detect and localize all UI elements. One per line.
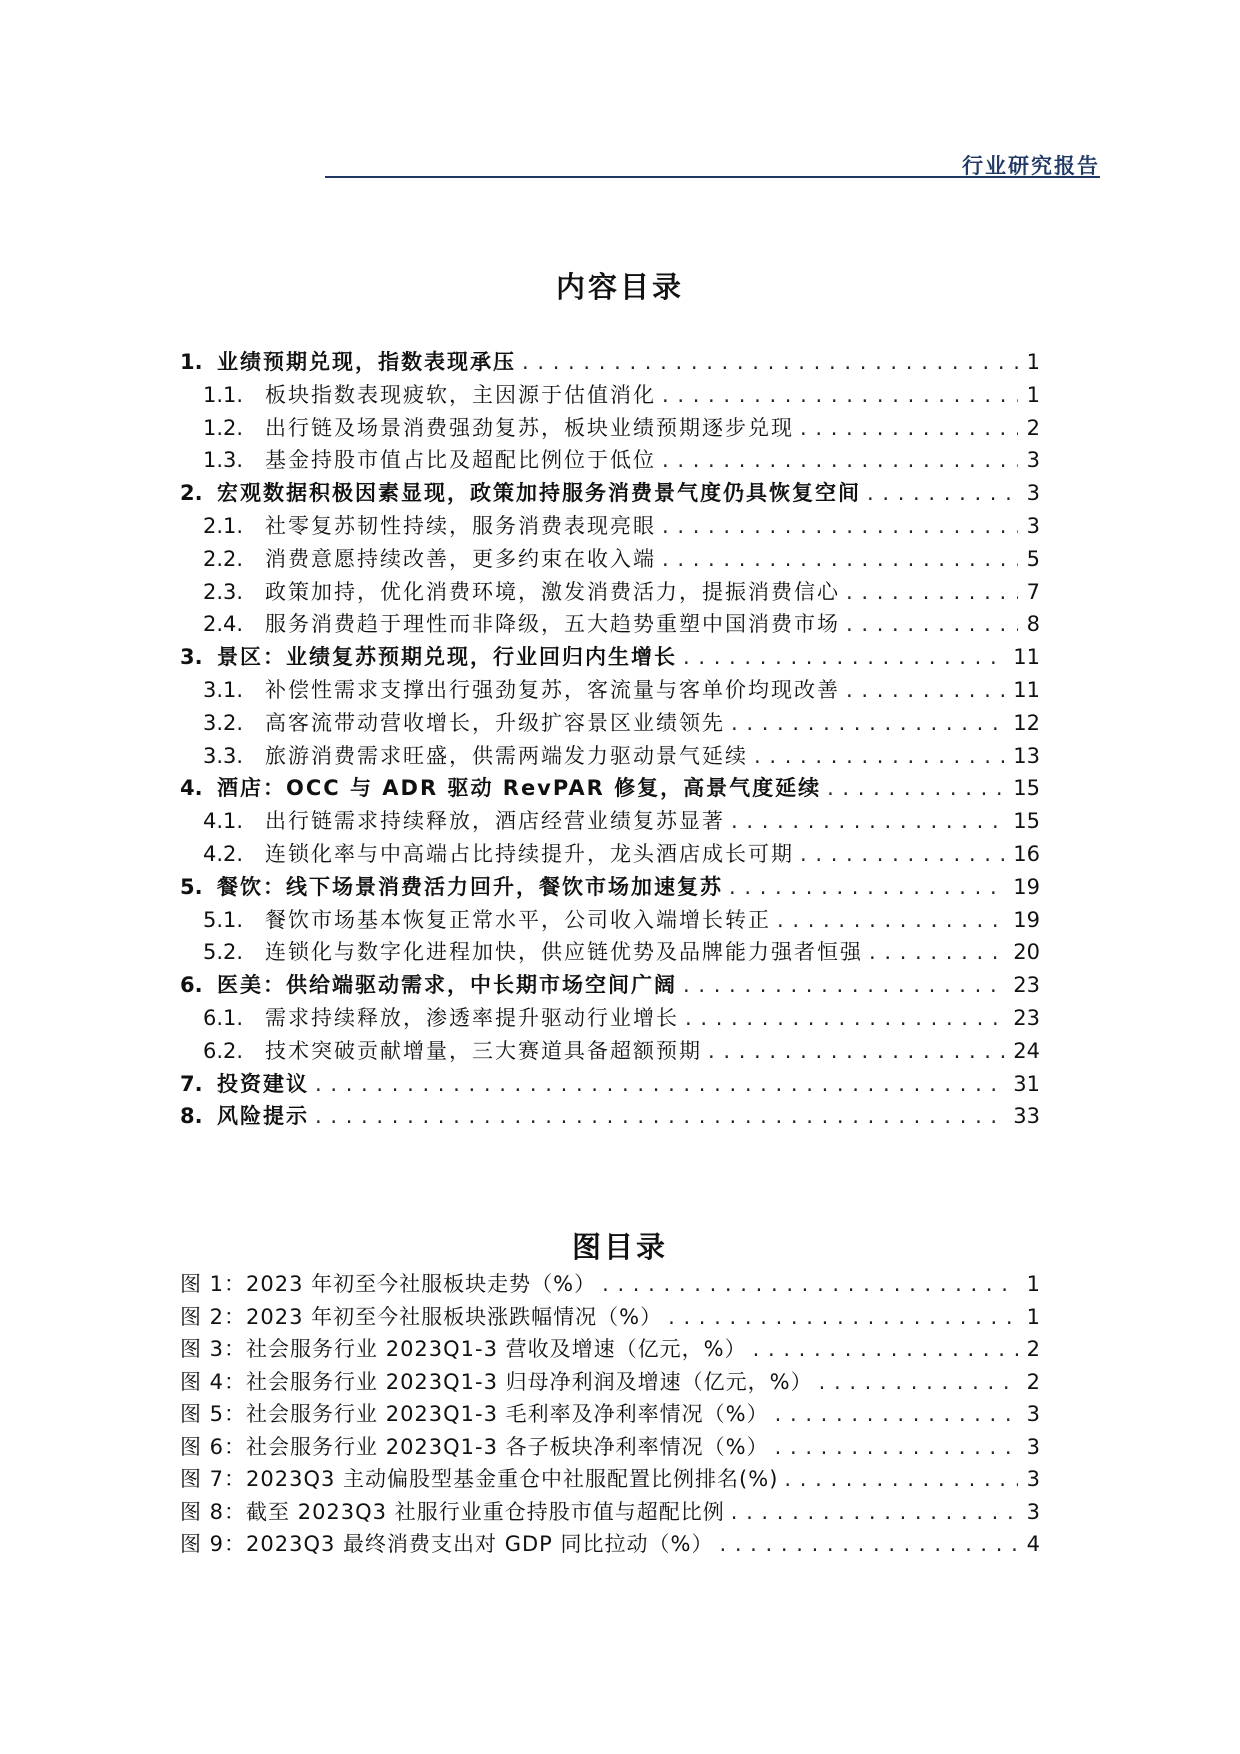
toc-entry-page: 11	[1013, 645, 1040, 670]
toc-entry-page: 2	[1026, 415, 1040, 440]
toc-entry[interactable]	[180, 674, 1040, 707]
toc-entry-title: 餐饮市场基本恢复正常水平，公司收入端增长转正	[265, 907, 771, 932]
figure-entry-title: 图 7：2023Q3 主动偏股型基金重仓中社服配置比例排名(%)	[180, 1467, 779, 1491]
toc-leader-dots	[683, 969, 1007, 1002]
toc-entry-number: 6.1.	[203, 1005, 244, 1030]
toc-entry[interactable]	[180, 871, 1040, 904]
toc-entry-title: 消费意愿持续改善，更多约束在收入端	[265, 546, 656, 571]
toc-list	[180, 346, 1040, 1133]
toc-entry-page: 3	[1026, 448, 1040, 473]
toc-entry-title: 业绩预期兑现，指数表现承压	[217, 350, 516, 374]
toc-entry[interactable]	[180, 543, 1040, 576]
figure-leader-dots	[819, 1366, 1018, 1399]
toc-entry-title: 连锁化率与中高端占比持续提升，龙头酒店成长可期	[265, 841, 794, 866]
toc-leader-dots	[777, 904, 1007, 937]
toc-entry-title: 景区：业绩复苏预期兑现，行业回归内生增长	[217, 645, 677, 670]
toc-entry-number: 6.	[180, 973, 203, 998]
figure-list-title: 图目录	[571, 1230, 668, 1264]
toc-entry[interactable]	[180, 740, 1040, 773]
toc-entry-number: 1.	[180, 350, 203, 374]
toc-entry-number: 1.1.	[203, 382, 244, 407]
figure-entry-page: 3	[1026, 1402, 1040, 1426]
toc-entry-title: 酒店：OCC 与 ADR 驱动 RevPAR 修复，高景气度延续	[217, 776, 822, 801]
toc-leader-dots	[315, 1068, 1007, 1101]
toc-entry-number: 3.	[180, 645, 203, 670]
toc-entry-page: 15	[1013, 776, 1040, 801]
toc-leader-dots	[731, 707, 1007, 740]
figure-entry-page: 2	[1026, 1369, 1040, 1394]
figure-entry-page: 3	[1026, 1467, 1040, 1491]
toc-entry-number: 3.2.	[203, 710, 244, 735]
toc-entry-title: 餐饮：线下场景消费活力回升，餐饮市场加速复苏	[217, 874, 723, 899]
toc-entry-number: 3.3.	[203, 743, 244, 768]
figure-leader-dots	[731, 1496, 1018, 1529]
toc-entry-page: 13	[1013, 743, 1040, 768]
toc-entry-page: 19	[1013, 907, 1040, 932]
figure-entry-title: 图 5：社会服务行业 2023Q1-3 毛利率及净利率情况（%）	[180, 1402, 769, 1426]
toc-entry-page: 23	[1013, 1005, 1040, 1030]
toc-leader-dots	[522, 346, 1018, 379]
toc-entry-title: 风险提示	[217, 1104, 309, 1129]
figure-entry-title: 图 1：2023 年初至今社服板块走势（%）	[180, 1272, 597, 1296]
toc-entry-page: 7	[1026, 579, 1040, 604]
toc-entry-number: 5.1.	[203, 907, 244, 932]
toc-entry-page: 5	[1026, 546, 1040, 571]
figure-entry-page: 1	[1026, 1304, 1040, 1329]
toc-entry-number: 5.2.	[203, 940, 244, 965]
toc-entry-page: 3	[1026, 481, 1040, 506]
toc-entry-title: 板块指数表现疲软，主因源于估值消化	[265, 382, 656, 407]
toc-entry-number: 4.	[180, 776, 203, 801]
toc-entry[interactable]	[180, 379, 1040, 412]
figure-list	[180, 1268, 1040, 1561]
toc-entry-page: 33	[1013, 1104, 1040, 1129]
figure-leader-dots	[719, 1528, 1018, 1561]
toc-entry-page: 23	[1013, 973, 1040, 998]
toc-leader-dots	[846, 674, 1007, 707]
toc-entry-page: 16	[1013, 841, 1040, 866]
toc-entry-title: 服务消费趋于理性而非降级，五大趋势重塑中国消费市场	[265, 612, 840, 637]
figure-entry-title: 图 6：社会服务行业 2023Q1-3 各子板块净利率情况（%）	[180, 1434, 769, 1459]
toc-entry-number: 4.1.	[203, 809, 244, 834]
toc-entry[interactable]	[180, 346, 1040, 379]
figure-entry[interactable]	[180, 1398, 1040, 1431]
toc-entry-page: 31	[1013, 1071, 1040, 1096]
toc-entry-title: 连锁化与数字化进程加快，供应链优势及品牌能力强者恒强	[265, 940, 863, 965]
toc-entry[interactable]	[180, 1002, 1040, 1035]
toc-entry[interactable]	[180, 641, 1040, 674]
toc-leader-dots	[662, 543, 1018, 576]
toc-entry-number: 2.4.	[203, 612, 244, 637]
figure-entry-page: 3	[1026, 1499, 1040, 1524]
figure-leader-dots	[602, 1268, 1018, 1301]
toc-entry-page: 1	[1026, 382, 1040, 407]
toc-leader-dots	[729, 871, 1007, 904]
toc-entry[interactable]	[180, 772, 1040, 805]
toc-leader-dots	[827, 772, 1007, 805]
figure-entry[interactable]	[180, 1496, 1040, 1529]
figure-entry[interactable]	[180, 1528, 1040, 1561]
toc-entry[interactable]	[180, 805, 1040, 838]
header-rule	[325, 176, 1100, 178]
figure-entry-page: 1	[1026, 1272, 1040, 1296]
toc-entry[interactable]	[180, 1035, 1040, 1068]
toc-entry-number: 1.2.	[203, 415, 244, 440]
toc-leader-dots	[662, 444, 1018, 477]
toc-entry-page: 3	[1026, 513, 1040, 538]
toc-entry[interactable]	[180, 1100, 1040, 1133]
toc-entry-title: 补偿性需求支撑出行强劲复苏，客流量与客单价均现改善	[265, 677, 840, 702]
toc-entry-page: 1	[1026, 350, 1040, 374]
toc-entry-number: 2.3.	[203, 579, 244, 604]
figure-entry-title: 图 9：2023Q3 最终消费支出对 GDP 同比拉动（%）	[180, 1532, 714, 1556]
toc-entry-title: 政策加持，优化消费环境，激发消费活力，提振消费信心	[265, 579, 840, 604]
toc-leader-dots	[683, 641, 1007, 674]
toc-leader-dots	[662, 379, 1018, 412]
toc-entry-title: 出行链及场景消费强劲复苏，板块业绩预期逐步兑现	[265, 415, 794, 440]
toc-entry-title: 社零复苏韧性持续，服务消费表现亮眼	[265, 513, 656, 538]
figure-entry[interactable]	[180, 1333, 1040, 1366]
toc-entry-title: 医美：供给端驱动需求，中长期市场空间广阔	[217, 973, 677, 998]
toc-entry-number: 7.	[180, 1071, 203, 1096]
toc-entry-title: 旅游消费需求旺盛，供需两端发力驱动景气延续	[265, 743, 748, 768]
figure-leader-dots	[784, 1463, 1018, 1496]
toc-entry-page: 11	[1013, 677, 1040, 702]
toc-leader-dots	[685, 1002, 1007, 1035]
toc-entry[interactable]	[180, 510, 1040, 543]
toc-entry[interactable]	[180, 707, 1040, 740]
toc-entry-number: 3.1.	[203, 677, 244, 702]
toc-leader-dots	[867, 477, 1018, 510]
toc-entry-number: 6.2.	[203, 1038, 244, 1063]
toc-entry-page: 8	[1026, 612, 1040, 637]
figure-entry-title: 图 8：截至 2023Q3 社服行业重仓持股市值与超配比例	[180, 1499, 725, 1524]
toc-entry-title: 投资建议	[217, 1071, 309, 1096]
toc-entry-title: 基金持股市值占比及超配比例位于低位	[265, 448, 656, 473]
figure-entry-page: 3	[1026, 1434, 1040, 1459]
toc-leader-dots	[754, 740, 1007, 773]
figure-leader-dots	[775, 1431, 1018, 1464]
figure-entry-title: 图 3：社会服务行业 2023Q1-3 营收及增速（亿元，%）	[180, 1337, 747, 1361]
toc-entry-title: 高客流带动营收增长，升级扩容景区业绩领先	[265, 710, 725, 735]
toc-entry-title: 需求持续释放，渗透率提升驱动行业增长	[265, 1005, 679, 1030]
figure-entry-title: 图 2：2023 年初至今社服板块涨跌幅情况（%）	[180, 1304, 663, 1329]
toc-entry[interactable]	[180, 412, 1040, 445]
toc-entry-number: 2.	[180, 481, 203, 506]
toc-entry[interactable]	[180, 608, 1040, 641]
figure-entry[interactable]	[180, 1431, 1040, 1464]
toc-entry-number: 2.2.	[203, 546, 244, 571]
toc-leader-dots	[800, 412, 1018, 445]
toc-entry-page: 19	[1013, 874, 1040, 899]
figure-entry[interactable]	[180, 1463, 1040, 1496]
toc-leader-dots	[708, 1035, 1007, 1068]
toc-entry-number: 4.2.	[203, 841, 244, 866]
toc-leader-dots	[800, 838, 1007, 871]
toc-entry-page: 24	[1013, 1038, 1040, 1063]
figure-entry-title: 图 4：社会服务行业 2023Q1-3 归母净利润及增速（亿元，%）	[180, 1369, 813, 1394]
toc-entry[interactable]	[180, 936, 1040, 969]
toc-leader-dots	[846, 576, 1018, 609]
toc-entry-number: 1.3.	[203, 448, 244, 473]
toc-entry-number: 8.	[180, 1104, 203, 1129]
toc-entry-page: 15	[1013, 809, 1040, 834]
toc-title: 内容目录	[555, 270, 684, 304]
toc-entry-number: 5.	[180, 874, 203, 899]
toc-entry[interactable]	[180, 477, 1040, 510]
toc-entry[interactable]	[180, 576, 1040, 609]
toc-leader-dots	[846, 608, 1018, 641]
toc-entry[interactable]	[180, 1068, 1040, 1101]
toc-entry[interactable]	[180, 444, 1040, 477]
toc-leader-dots	[662, 510, 1018, 543]
toc-entry[interactable]	[180, 969, 1040, 1002]
toc-leader-dots	[731, 805, 1007, 838]
figure-entry[interactable]	[180, 1301, 1040, 1334]
toc-entry-number: 2.1.	[203, 513, 244, 538]
toc-entry-title: 技术突破贡献增量，三大赛道具备超额预期	[265, 1038, 702, 1063]
header-label: 行业研究报告	[962, 154, 1100, 178]
figure-entry[interactable]	[180, 1268, 1040, 1301]
toc-entry-title: 宏观数据积极因素显现，政策加持服务消费景气度仍具恢复空间	[217, 481, 861, 506]
toc-leader-dots	[869, 936, 1007, 969]
figure-entry-page: 4	[1026, 1532, 1040, 1556]
figure-leader-dots	[775, 1398, 1018, 1431]
figure-leader-dots	[668, 1301, 1018, 1334]
toc-entry-page: 12	[1013, 710, 1040, 735]
toc-entry[interactable]	[180, 904, 1040, 937]
toc-entry-title: 出行链需求持续释放，酒店经营业绩复苏显著	[265, 809, 725, 834]
toc-leader-dots	[315, 1100, 1007, 1133]
figure-entry[interactable]	[180, 1366, 1040, 1399]
toc-entry[interactable]	[180, 838, 1040, 871]
figure-entry-page: 2	[1026, 1337, 1040, 1361]
figure-leader-dots	[753, 1333, 1018, 1366]
toc-entry-page: 20	[1013, 940, 1040, 965]
